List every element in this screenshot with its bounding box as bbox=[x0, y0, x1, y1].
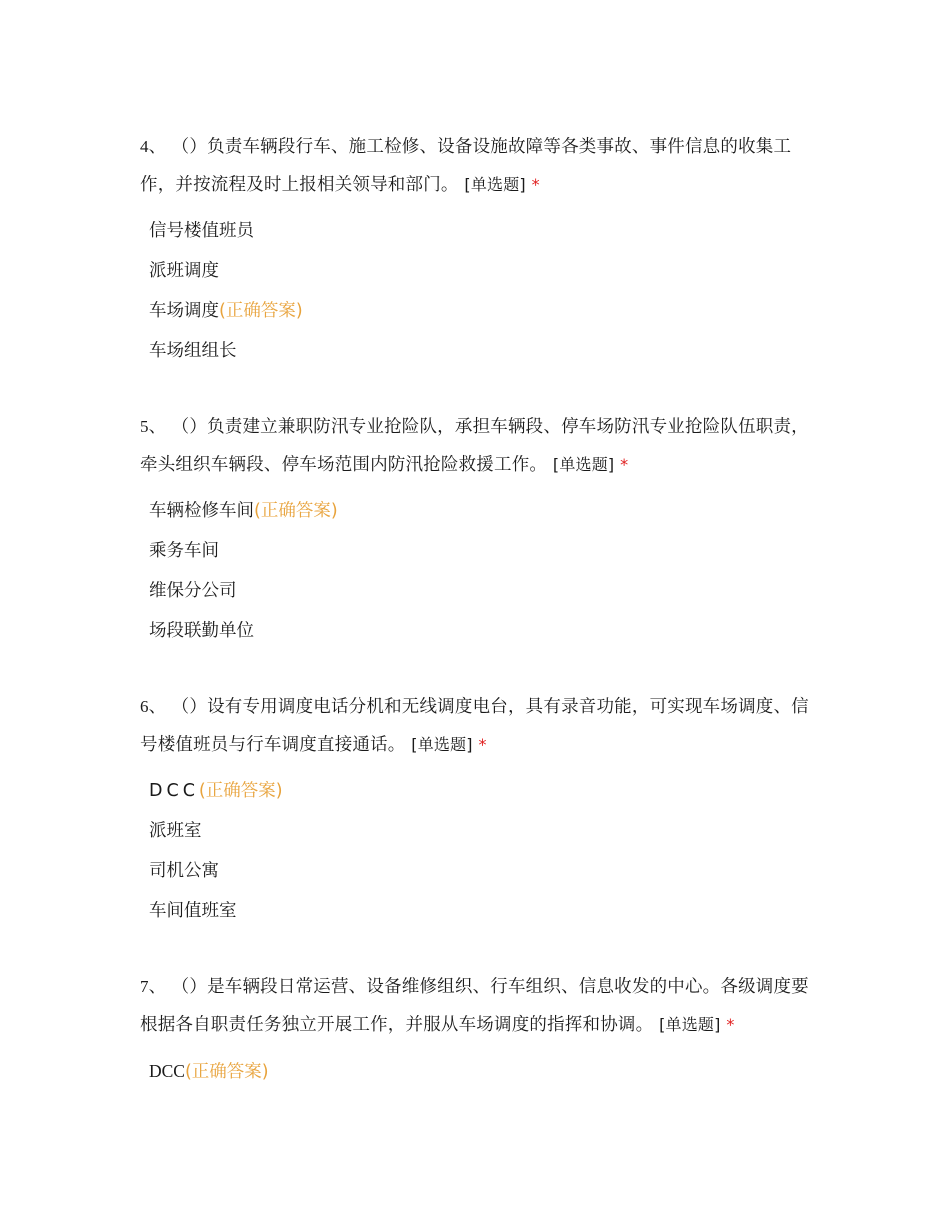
option-label: DCC bbox=[149, 1061, 185, 1081]
option-list bbox=[140, 1051, 810, 1091]
question-type: [单选题] bbox=[464, 175, 526, 194]
option-item[interactable] bbox=[140, 331, 810, 371]
option-item[interactable] bbox=[140, 611, 810, 651]
question-type: [单选题] bbox=[659, 1015, 721, 1034]
required-mark: * bbox=[726, 1015, 735, 1034]
correct-answer-tag: (正确答案) bbox=[219, 301, 303, 321]
required-mark: * bbox=[478, 735, 487, 754]
question-type: [单选题] bbox=[552, 455, 615, 474]
option-item[interactable] bbox=[140, 251, 810, 291]
question-body: （）负责车辆段行车、施工检修、设备设施故障等各类事故、事件信息的收集工作，并按流程及时上报相关领导和部门。 bbox=[140, 137, 792, 195]
option-label: 乘务车间 bbox=[149, 541, 219, 561]
correct-answer-tag: (正确答案) bbox=[254, 501, 338, 521]
required-mark: * bbox=[620, 455, 629, 474]
question-number: 5、 bbox=[140, 417, 166, 436]
option-list bbox=[140, 211, 810, 371]
option-label: 车场组组长 bbox=[149, 341, 237, 361]
question-body: （）是车辆段日常运营、设备维修组织、行车组织、信息收发的中心。各级调度要根据各自职责任务独立开展工作，并服从车场调度的指挥和协调。 bbox=[140, 977, 809, 1035]
option-item[interactable] bbox=[140, 211, 810, 251]
option-label: 车辆检修车间 bbox=[149, 501, 254, 521]
question-5 bbox=[140, 408, 810, 651]
option-item[interactable] bbox=[140, 291, 810, 331]
option-item[interactable] bbox=[140, 811, 810, 851]
option-list bbox=[140, 771, 810, 931]
option-item[interactable] bbox=[140, 531, 810, 571]
question-number: 7、 bbox=[140, 977, 166, 996]
option-label: 车间值班室 bbox=[149, 901, 237, 921]
option-list bbox=[140, 491, 810, 651]
option-item[interactable] bbox=[140, 851, 810, 891]
option-item[interactable] bbox=[140, 571, 810, 611]
question-number: 4、 bbox=[140, 137, 166, 156]
option-label: 维保分公司 bbox=[149, 581, 237, 601]
option-item[interactable] bbox=[140, 1051, 810, 1091]
question-6 bbox=[140, 688, 810, 931]
question-text bbox=[140, 968, 810, 1044]
option-label: 信号楼值班员 bbox=[149, 221, 254, 241]
option-item[interactable] bbox=[140, 891, 810, 931]
option-item[interactable] bbox=[140, 491, 810, 531]
option-label: 派班室 bbox=[149, 821, 202, 841]
option-label: 场段联勤单位 bbox=[149, 621, 254, 641]
option-label: 车场调度 bbox=[149, 301, 219, 321]
option-label: 司机公寓 bbox=[149, 861, 219, 881]
question-4 bbox=[140, 128, 810, 371]
question-body: （）设有专用调度电话分机和无线调度电台，具有录音功能，可实现车场调度、信号楼值班员与行车调度直接通话。 bbox=[140, 697, 809, 755]
question-type: [单选题] bbox=[411, 735, 473, 754]
option-item[interactable] bbox=[140, 771, 810, 811]
option-label: 派班调度 bbox=[149, 261, 219, 281]
required-mark: * bbox=[531, 175, 540, 194]
correct-answer-tag: (正确答案) bbox=[198, 781, 283, 801]
question-7 bbox=[140, 968, 810, 1091]
question-text bbox=[140, 128, 810, 204]
question-number: 6、 bbox=[140, 697, 166, 716]
question-body: （）负责建立兼职防汛专业抢险队，承担车辆段、停车场防汛专业抢险队伍职责，牵头组织车辆段、停车场范围内防汛抢险救援工作。 bbox=[140, 417, 809, 475]
option-label: DCC bbox=[149, 781, 199, 801]
question-text bbox=[140, 408, 810, 484]
question-text bbox=[140, 688, 810, 764]
correct-answer-tag: (正确答案) bbox=[184, 1062, 269, 1082]
